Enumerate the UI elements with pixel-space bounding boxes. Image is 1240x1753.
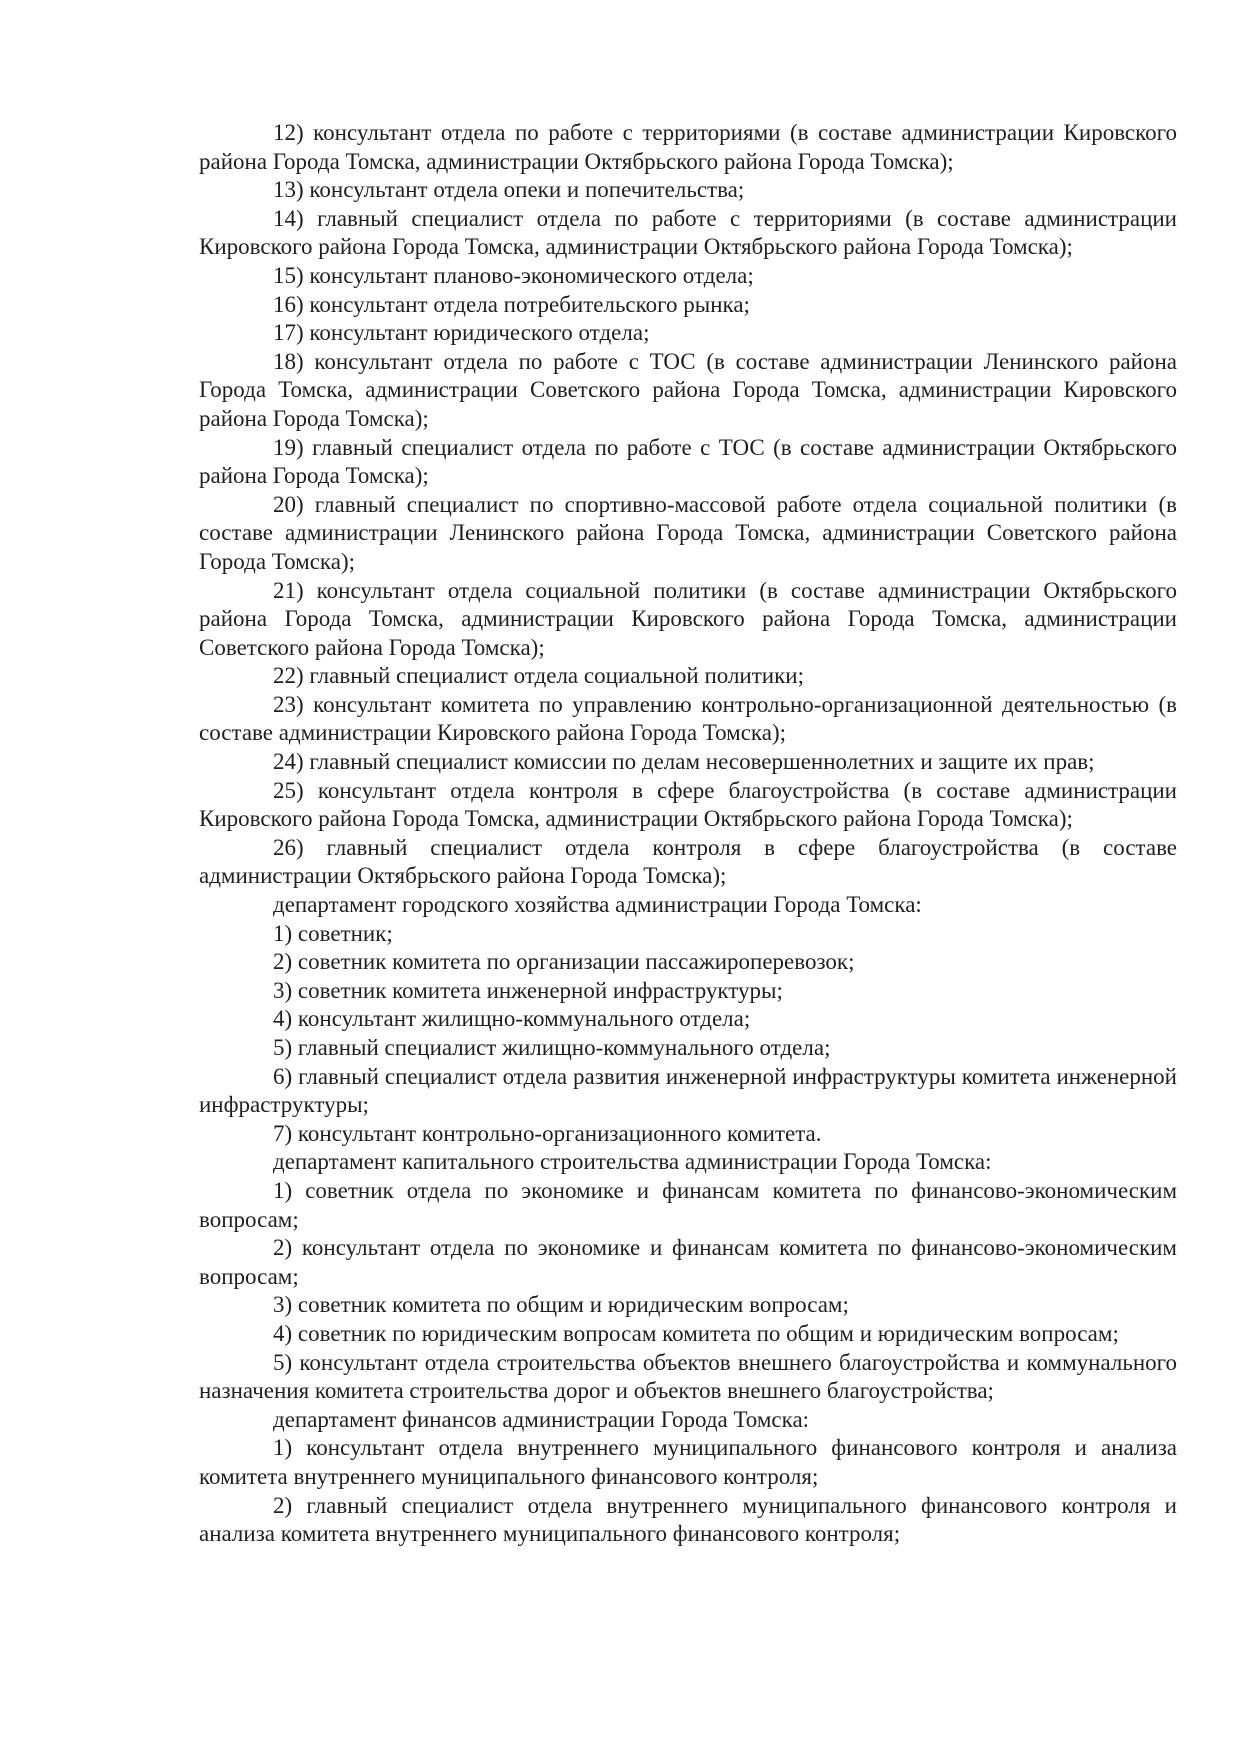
paragraph-item-14: 14) главный специалист отдела по работе с территориями (в составе администрации Кировского района Города Томска, администрации Октябрьского района Города Томска); [199,205,1177,260]
paragraph-item-22: 22) главный специалист отдела социальной политики; [273,663,804,689]
paragraph-item-16: 16) консультант отдела потребительского рынка; [273,291,750,317]
city-economy-item-2: 2) советник комитета по организации пассажироперевозок; [273,949,855,975]
city-economy-item-3: 3) советник комитета инженерной инфраструктуры; [273,977,783,1003]
city-economy-item-5: 5) главный специалист жилищно-коммунального отдела; [273,1035,831,1060]
paragraph-item-25: 25) консультант отдела контроля в сфере благоустройства (в составе администрации Кировского района Города Томска, администрации Октябрьского района Города Томска); [199,777,1177,832]
capital-construction-item-3: 3) советник комитета по общим и юридическим вопросам; [273,1292,849,1318]
document-body [199,119,1177,1549]
paragraph-item-20: 20) главный специалист по спортивно-массовой работе отдела социальной политики (в составе администрации Ленинского района Города Томска, администрации Советского района Города Томска); [199,491,1177,574]
city-economy-item-1: 1) советник; [273,920,393,946]
paragraph-item-26: 26) главный специалист отдела контроля в сфере благоустройства (в составе администрации Октябрьского района Города Томска); [199,834,1177,889]
city-economy-item-7: 7) консультант контрольно-организационного комитета. [273,1120,822,1146]
finance-item-1: 1) консультант отдела внутреннего муниципального финансового контроля и анализа комитета внутреннего муниципального финансового контроля; [199,1435,1177,1489]
section-heading-finance: департамент финансов администрации Города Томска: [273,1406,810,1432]
section-heading-city-economy: департамент городского хозяйства администрации Города Томска: [273,892,922,918]
section-heading-capital-construction: департамент капитального строительства администрации Города Томска: [273,1149,992,1175]
paragraph-item-19: 19) главный специалист отдела по работе с ТОС (в составе администрации Октябрьского района Города Томска); [199,434,1177,489]
paragraph-item-12: 12) консультант отдела по работе с территориями (в составе администрации Кировского района Города Томска, администрации Октябрьского района Города Томска); [199,120,1177,174]
capital-construction-item-5: 5) консультант отдела строительства объектов внешнего благоустройства и коммунального назначения комитета строительства дорог и объектов внешнего благоустройства; [199,1349,1177,1404]
paragraph-item-17: 17) консультант юридического отдела; [273,320,650,346]
capital-construction-item-2: 2) консультант отдела по экономике и финансам комитета по финансово-экономическим вопросам; [199,1235,1177,1289]
paragraph-item-24: 24) главный специалист комиссии по делам несовершеннолетних и защите их прав; [273,749,1095,775]
paragraph-item-18: 18) консультант отдела по работе с ТОС (в составе администрации Ленинского района Города Томска, администрации Советского района Города Томска, администрации Кировского района Города Томска); [199,348,1177,431]
paragraph-item-23: 23) консультант комитета по управлению контрольно-организационной деятельностью (в составе администрации Кировского района Города Томска); [199,691,1177,746]
capital-construction-item-1: 1) советник отдела по экономике и финансам комитета по финансово-экономическим вопросам; [199,1177,1177,1232]
paragraph-item-15: 15) консультант планово-экономического отдела; [273,262,754,288]
paragraph-item-13: 13) консультант отдела опеки и попечительства; [273,177,745,203]
city-economy-item-6: 6) главный специалист отдела развития инженерной инфраструктуры комитета инженерной инфраструктуры; [199,1063,1177,1118]
city-economy-item-4: 4) консультант жилищно-коммунального отдела; [273,1006,751,1032]
capital-construction-item-4: 4) советник по юридическим вопросам комитета по общим и юридическим вопросам; [273,1320,1119,1346]
finance-item-2: 2) главный специалист отдела внутреннего муниципального финансового контроля и анализа комитета внутреннего муниципального финансового контроля; [199,1492,1177,1547]
paragraph-item-21: 21) консультант отдела социальной политики (в составе администрации Октябрьского района Города Томска, администрации Кировского района Города Томска, администрации Советского района Города Томска); [199,577,1177,660]
